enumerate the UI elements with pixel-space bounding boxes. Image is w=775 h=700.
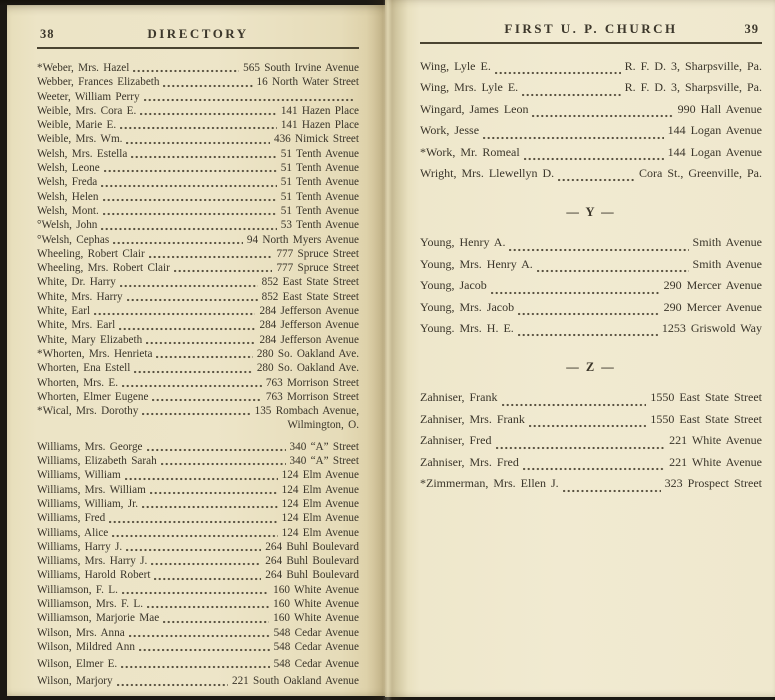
- dot-leader: [142, 412, 250, 416]
- dot-leader: [134, 370, 252, 374]
- directory-entry: [37, 674, 359, 688]
- entry-name: Young. Mrs. H. E.: [420, 321, 514, 336]
- dot-leader: [117, 683, 228, 687]
- dot-leader: [112, 534, 277, 538]
- directory-entry: [37, 390, 359, 404]
- entry-name: *Wical, Mrs. Dorothy: [37, 405, 139, 418]
- directory-entry: [37, 75, 359, 89]
- dot-leader: [537, 269, 689, 273]
- entry-address: 124 Elm Avenue: [281, 469, 359, 482]
- dot-leader: [109, 520, 277, 524]
- entry-name: Williams, Mrs. Harry J.: [37, 555, 148, 568]
- dot-leader: [101, 184, 277, 188]
- entry-name: Whorten, Ena Estell: [37, 362, 131, 375]
- dot-leader: [140, 112, 277, 116]
- directory-entry: [37, 118, 359, 132]
- dot-leader: [146, 341, 255, 345]
- entry-name: Wing, Lyle E.: [420, 59, 491, 73]
- right-page-entries: [420, 56, 762, 495]
- directory-entry: [420, 77, 762, 98]
- dot-leader: [144, 98, 355, 102]
- entry-name: Williams, Mrs. George: [37, 440, 143, 453]
- dot-leader: [524, 157, 664, 161]
- entry-name: Work, Jesse: [420, 123, 480, 138]
- entry-address: 436 Nimick Street: [273, 133, 359, 146]
- dot-leader: [529, 424, 647, 428]
- entry-address: 264 Buhl Boulevard: [265, 540, 359, 553]
- directory-entry: [37, 233, 359, 247]
- entry-address: 51 Tenth Avenue: [280, 147, 359, 160]
- entry-name: Wilson, Elmer E.: [37, 658, 118, 671]
- dot-leader: [120, 126, 277, 130]
- entry-name: *Zimmerman, Mrs. Ellen J.: [420, 476, 559, 491]
- dot-leader: [126, 141, 269, 145]
- directory-entry: [37, 218, 359, 232]
- directory-entry: [37, 376, 359, 390]
- entry-name: Williamson, Mrs. F. L.: [37, 597, 144, 610]
- directory-entry: [420, 56, 762, 77]
- directory-entry: [37, 640, 359, 654]
- directory-entry: [37, 261, 359, 275]
- entry-name: Zahniser, Mrs. Fred: [420, 454, 519, 469]
- dot-leader: [502, 403, 647, 407]
- dot-leader: [518, 312, 659, 316]
- dot-leader: [495, 71, 621, 75]
- dot-leader: [563, 489, 661, 493]
- entry-address: 221 White Avenue: [669, 454, 762, 469]
- entry-address: 221 White Avenue: [669, 433, 762, 448]
- dot-leader: [122, 384, 262, 388]
- running-title-left: DIRECTORY: [147, 26, 249, 41]
- directory-entry: [420, 452, 762, 473]
- dot-leader: [142, 505, 278, 509]
- entry-name: Welsh, Helen: [37, 190, 99, 203]
- entry-name: Young, Henry A.: [420, 235, 506, 250]
- dot-leader: [147, 448, 286, 452]
- dot-leader: [122, 591, 269, 595]
- entry-address: 284 Jefferson Avenue: [259, 333, 359, 346]
- entry-name: White, Mrs. Harry: [37, 290, 123, 303]
- dot-leader: [150, 491, 278, 495]
- dot-leader: [121, 665, 269, 669]
- entry-name: Zahniser, Frank: [420, 390, 498, 405]
- entry-address: 763 Morrison Street: [265, 376, 359, 389]
- directory-entry: [420, 142, 762, 163]
- entry-address: 323 Prospect Street: [664, 476, 762, 491]
- entry-name: Young, Mrs. Henry A.: [420, 256, 533, 271]
- dot-leader: [558, 178, 635, 182]
- entry-address: 264 Buhl Boulevard: [265, 569, 359, 582]
- dot-leader: [113, 241, 243, 245]
- dot-leader: [127, 298, 258, 302]
- dot-leader: [139, 648, 270, 652]
- directory-entry: [37, 161, 359, 175]
- directory-entry: [420, 254, 762, 275]
- directory-entry: [37, 440, 359, 454]
- entry-address: 221 South Oakland Avenue: [231, 675, 359, 688]
- entry-address: 852 East State Street: [261, 290, 359, 303]
- entry-name: °Welsh, Cephas: [37, 233, 110, 246]
- dot-leader: [532, 114, 673, 118]
- entry-name: Weeter, William Perry: [37, 90, 140, 103]
- directory-entry: [37, 318, 359, 332]
- directory-entry: [37, 304, 359, 318]
- dot-leader: [163, 84, 252, 88]
- directory-entry: [420, 99, 762, 120]
- entry-name: Weible, Marie E.: [37, 119, 117, 132]
- entry-address: 51 Tenth Avenue: [280, 204, 359, 217]
- entry-address: 280 So. Oakland Ave.: [256, 362, 359, 375]
- entry-address: R. F. D. 3, Sharpsville, Pa.: [624, 80, 762, 95]
- entry-address: 852 East State Street: [261, 276, 359, 289]
- entry-address: 340 “A” Street: [289, 440, 359, 453]
- entry-address: 160 White Avenue: [273, 583, 359, 596]
- directory-entry-continuation: [37, 418, 359, 432]
- dot-leader: [174, 269, 273, 273]
- entry-address: 124 Elm Avenue: [281, 526, 359, 539]
- directory-entry: [37, 333, 359, 347]
- page-number-left: 38: [40, 27, 55, 41]
- directory-entry: [420, 387, 762, 408]
- directory-entry: [37, 568, 359, 582]
- entry-address: 124 Elm Avenue: [281, 483, 359, 496]
- dot-leader: [151, 562, 261, 566]
- directory-entry: [37, 511, 359, 525]
- entry-address: 141 Hazen Place: [280, 104, 359, 117]
- entry-address: 565 South Irvine Avenue: [243, 62, 359, 74]
- entry-name: Whorten, Mrs. E.: [37, 376, 118, 389]
- entry-name: Williams, Harry J.: [37, 540, 123, 553]
- entry-name: *Work, Mr. Romeal: [420, 144, 520, 159]
- entry-address: R. F. D. 3, Sharpsville, Pa.: [624, 59, 762, 73]
- directory-entry: [37, 90, 359, 104]
- entry-address: 290 Mercer Avenue: [663, 299, 762, 314]
- directory-entry: [37, 347, 359, 361]
- entry-name: Wheeling, Robert Clair: [37, 247, 145, 260]
- page-number-right: 39: [744, 22, 759, 36]
- dot-leader: [523, 467, 665, 471]
- entry-address: 777 Spruce Street: [276, 262, 359, 275]
- entry-address: 548 Cedar Avenue: [273, 626, 359, 639]
- entry-address: 51 Tenth Avenue: [280, 190, 359, 203]
- entry-name: Zahniser, Fred: [420, 433, 492, 448]
- dot-leader: [522, 93, 620, 97]
- entry-name: Zahniser, Mrs. Frank: [420, 411, 525, 426]
- entry-address: 763 Morrison Street: [265, 390, 359, 403]
- dot-leader: [103, 212, 277, 216]
- directory-entry: [37, 275, 359, 289]
- directory-entry: [37, 583, 359, 597]
- entry-name: *Whorten, Mrs. Henrieta: [37, 347, 153, 360]
- directory-entry: [37, 247, 359, 261]
- entry-name: Williams, Harold Robert: [37, 569, 151, 582]
- left-page-entries: [37, 61, 359, 689]
- entry-name: Wing, Mrs. Lyle E.: [420, 80, 519, 95]
- dot-leader: [152, 398, 261, 402]
- section-heading: — Z —: [566, 360, 616, 375]
- entry-name: Williams, Fred: [37, 512, 106, 525]
- dot-leader: [149, 255, 273, 259]
- entry-name: Welsh, Mont.: [37, 204, 99, 217]
- directory-entry: [37, 404, 359, 418]
- entry-name: Welsh, Mrs. Estella: [37, 147, 128, 160]
- entry-address: Cora St., Greenville, Pa.: [639, 166, 762, 181]
- dot-leader: [147, 605, 269, 609]
- dot-leader: [131, 155, 276, 159]
- entry-address: 94 North Myers Avenue: [246, 233, 359, 246]
- directory-entry: [37, 204, 359, 218]
- directory-entry: [37, 468, 359, 482]
- entry-name: White, Mary Elizabeth: [37, 333, 143, 346]
- entry-name: *Weber, Mrs. Hazel: [37, 62, 130, 74]
- directory-entry: [37, 290, 359, 304]
- dot-leader: [491, 291, 660, 295]
- dot-leader: [129, 634, 270, 638]
- entry-address: 280 So. Oakland Ave.: [256, 347, 359, 360]
- entry-address: 1550 East State Street: [650, 390, 762, 405]
- entry-address: 1253 Griswold Way: [661, 321, 762, 336]
- dot-leader: [133, 69, 239, 73]
- directory-entry: [37, 483, 359, 497]
- entry-address: 144 Logan Avenue: [667, 123, 762, 138]
- entry-name: Wilson, Mildred Ann: [37, 640, 135, 653]
- directory-entry: [37, 104, 359, 118]
- entry-address: 990 Hall Avenue: [677, 101, 762, 116]
- dot-leader: [104, 169, 277, 173]
- entry-name: Wright, Mrs. Llewellyn D.: [420, 166, 555, 181]
- entry-address: 548 Cedar Avenue: [273, 658, 359, 671]
- entry-name: Young, Jacob: [420, 278, 487, 293]
- directory-entry: [420, 318, 762, 339]
- entry-address: 124 Elm Avenue: [281, 512, 359, 525]
- entry-gap: [37, 433, 359, 440]
- right-page-header: [420, 21, 762, 44]
- entry-address-continuation: Wilmington, O.: [287, 419, 359, 432]
- entry-name: Wingard, James Leon: [420, 101, 529, 116]
- entry-name: °Welsh, John: [37, 219, 98, 232]
- directory-entry: [37, 190, 359, 204]
- entry-name: White, Mrs. Earl: [37, 319, 116, 332]
- entry-name: Williams, Elizabeth Sarah: [37, 455, 157, 468]
- directory-entry: [37, 554, 359, 568]
- entry-address: 284 Jefferson Avenue: [259, 319, 359, 332]
- entry-address: 16 North Water Street: [256, 76, 359, 89]
- entry-address: Smith Avenue: [692, 235, 762, 250]
- dot-leader: [509, 248, 688, 252]
- dot-leader: [126, 548, 261, 552]
- entry-address: 141 Hazen Place: [280, 119, 359, 132]
- entry-address: 264 Buhl Boulevard: [265, 555, 359, 568]
- dot-leader: [518, 333, 658, 337]
- entry-name: Wilson, Marjory: [37, 675, 113, 688]
- dot-leader: [120, 284, 258, 288]
- directory-entry: [37, 657, 359, 671]
- dot-leader: [156, 355, 252, 359]
- directory-entry: [37, 526, 359, 540]
- entry-address: 51 Tenth Avenue: [280, 162, 359, 175]
- entry-name: Williams, William, Jr.: [37, 497, 139, 510]
- directory-entry: [37, 626, 359, 640]
- directory-entry: [420, 163, 762, 184]
- left-page-content: [7, 5, 385, 689]
- entry-name: Welsh, Freda: [37, 176, 98, 189]
- entry-address: 160 White Avenue: [273, 597, 359, 610]
- entry-address: 548 Cedar Avenue: [273, 640, 359, 653]
- directory-entry: [420, 120, 762, 141]
- directory-entry: [37, 361, 359, 375]
- dot-leader: [125, 477, 278, 481]
- entry-name: Webber, Frances Elizabeth: [37, 76, 160, 89]
- dot-leader: [163, 620, 269, 624]
- right-page-content: [385, 0, 775, 495]
- entry-name: Williams, William: [37, 469, 121, 482]
- directory-entry: [420, 409, 762, 430]
- entry-name: Wheeling, Mrs. Robert Clair: [37, 262, 170, 275]
- directory-entry: [420, 430, 762, 451]
- directory-entry: [37, 611, 359, 625]
- directory-entry: [37, 540, 359, 554]
- directory-entry: [420, 297, 762, 318]
- entry-name: Williams, Alice: [37, 526, 109, 539]
- dot-leader: [94, 312, 255, 316]
- entry-name: White, Earl: [37, 305, 91, 318]
- dot-leader: [103, 198, 277, 202]
- left-page-header: [37, 26, 359, 49]
- entry-name: Williamson, F. L.: [37, 583, 118, 596]
- entry-name: White, Dr. Harry: [37, 276, 116, 289]
- dot-leader: [119, 327, 255, 331]
- entry-name: Williams, Mrs. William: [37, 483, 146, 496]
- entry-name: Weible, Mrs. Wm.: [37, 133, 123, 146]
- entry-address: Smith Avenue: [692, 256, 762, 271]
- directory-entry: [37, 175, 359, 189]
- entry-address: 1550 East State Street: [650, 411, 762, 426]
- entry-name: Wilson, Mrs. Anna: [37, 626, 125, 639]
- entry-address: 124 Elm Avenue: [281, 497, 359, 510]
- entry-name: Williamson, Marjorie Mae: [37, 612, 160, 625]
- entry-name: Young, Mrs. Jacob: [420, 299, 515, 314]
- running-title-right: FIRST U. P. CHURCH: [504, 21, 678, 36]
- right-page: [385, 0, 775, 697]
- entry-address: 53 Tenth Avenue: [280, 219, 359, 232]
- entry-address: 284 Jefferson Avenue: [259, 305, 359, 318]
- entry-name: Welsh, Leone: [37, 162, 100, 175]
- dot-leader: [483, 136, 664, 140]
- directory-entry: [37, 61, 359, 75]
- dot-leader: [161, 462, 286, 466]
- directory-entry: [37, 132, 359, 146]
- directory-entry: [37, 597, 359, 611]
- entry-address: 135 Rombach Avenue,: [254, 405, 359, 418]
- entry-address: 340 “A” Street: [289, 455, 359, 468]
- entry-address: 144 Logan Avenue: [667, 144, 762, 159]
- entry-address: 51 Tenth Avenue: [280, 176, 359, 189]
- directory-entry: [420, 275, 762, 296]
- dot-leader: [496, 446, 666, 450]
- directory-entry: [37, 454, 359, 468]
- entry-address: 777 Spruce Street: [276, 247, 359, 260]
- dot-leader: [101, 227, 276, 231]
- directory-entry: [420, 232, 762, 253]
- entry-address: 160 White Avenue: [273, 612, 359, 625]
- dot-leader: [154, 577, 261, 581]
- directory-entry: [420, 473, 762, 494]
- directory-entry: [37, 147, 359, 161]
- entry-name: Weible, Mrs. Cora E.: [37, 104, 137, 117]
- left-page: [7, 5, 385, 696]
- directory-entry: [37, 497, 359, 511]
- section-heading: — Y —: [566, 205, 616, 220]
- entry-name: Whorten, Elmer Eugene: [37, 390, 149, 403]
- entry-address: 290 Mercer Avenue: [663, 278, 762, 293]
